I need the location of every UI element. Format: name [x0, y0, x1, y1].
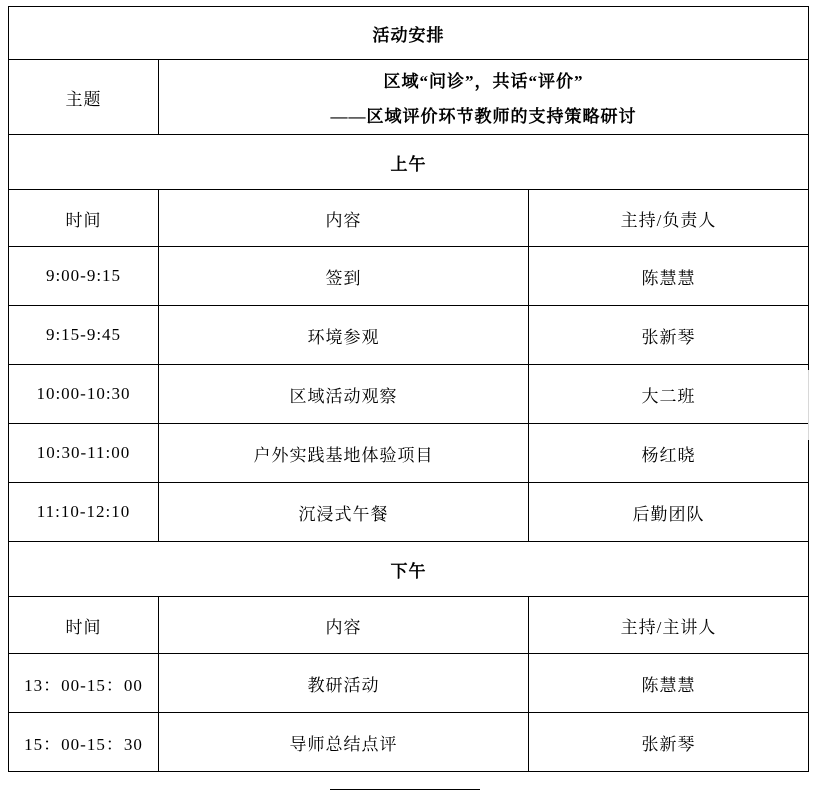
- table-row: [9, 654, 809, 713]
- cell-host: 陈慧慧: [529, 247, 809, 306]
- table-row: [9, 424, 809, 483]
- table-row-header-afternoon: [9, 597, 809, 654]
- table-row-section-afternoon: [9, 542, 809, 597]
- cell-content: 户外实践基地体验项目: [159, 424, 529, 483]
- column-header-host-morning: 主持/负责人: [529, 190, 809, 247]
- page-bottom-crop-line: [330, 789, 480, 794]
- cell-time: 10:30-11:00: [9, 424, 159, 483]
- theme-label: 主题: [9, 60, 159, 135]
- cell-time: 10:00-10:30: [9, 365, 159, 424]
- cell-host: 张新琴: [529, 713, 809, 772]
- table-row: [9, 713, 809, 772]
- cell-content: 签到: [159, 247, 529, 306]
- theme-line-secondary: ——区域评价环节教师的支持策略研讨: [330, 107, 637, 126]
- column-header-time-afternoon: 时间: [9, 597, 159, 654]
- table-row-header-morning: [9, 190, 809, 247]
- cell-time: 15：00-15：30: [9, 713, 159, 772]
- cell-host: 陈慧慧: [529, 654, 809, 713]
- table-row-section-morning: [9, 135, 809, 190]
- section-heading-afternoon: 下午: [9, 542, 809, 597]
- schedule-table: [8, 6, 809, 772]
- column-header-time-morning: 时间: [9, 190, 159, 247]
- cell-content: 环境参观: [159, 306, 529, 365]
- table-row: [9, 365, 809, 424]
- table-row: [9, 483, 809, 542]
- theme-body: [159, 60, 809, 135]
- page-edge-mark: [808, 370, 817, 440]
- page-title: 活动安排: [9, 7, 809, 60]
- theme-line-primary: 区域“问诊”，共话“评价”: [383, 72, 584, 91]
- column-header-content-afternoon: 内容: [159, 597, 529, 654]
- cell-time: 13：00-15：00: [9, 654, 159, 713]
- cell-host: 后勤团队: [529, 483, 809, 542]
- cell-content: 区域活动观察: [159, 365, 529, 424]
- cell-time: 11:10-12:10: [9, 483, 159, 542]
- cell-host: 大二班: [529, 365, 809, 424]
- table-row-theme: [9, 60, 809, 135]
- cell-time: 9:00-9:15: [9, 247, 159, 306]
- table-row: [9, 306, 809, 365]
- cell-host: 张新琴: [529, 306, 809, 365]
- table-row-title: [9, 7, 809, 60]
- table-row: [9, 247, 809, 306]
- section-heading-morning: 上午: [9, 135, 809, 190]
- cell-content: 导师总结点评: [159, 713, 529, 772]
- column-header-content-morning: 内容: [159, 190, 529, 247]
- cell-content: 沉浸式午餐: [159, 483, 529, 542]
- column-header-host-afternoon: 主持/主讲人: [529, 597, 809, 654]
- cell-content: 教研活动: [159, 654, 529, 713]
- cell-host: 杨红晓: [529, 424, 809, 483]
- cell-time: 9:15-9:45: [9, 306, 159, 365]
